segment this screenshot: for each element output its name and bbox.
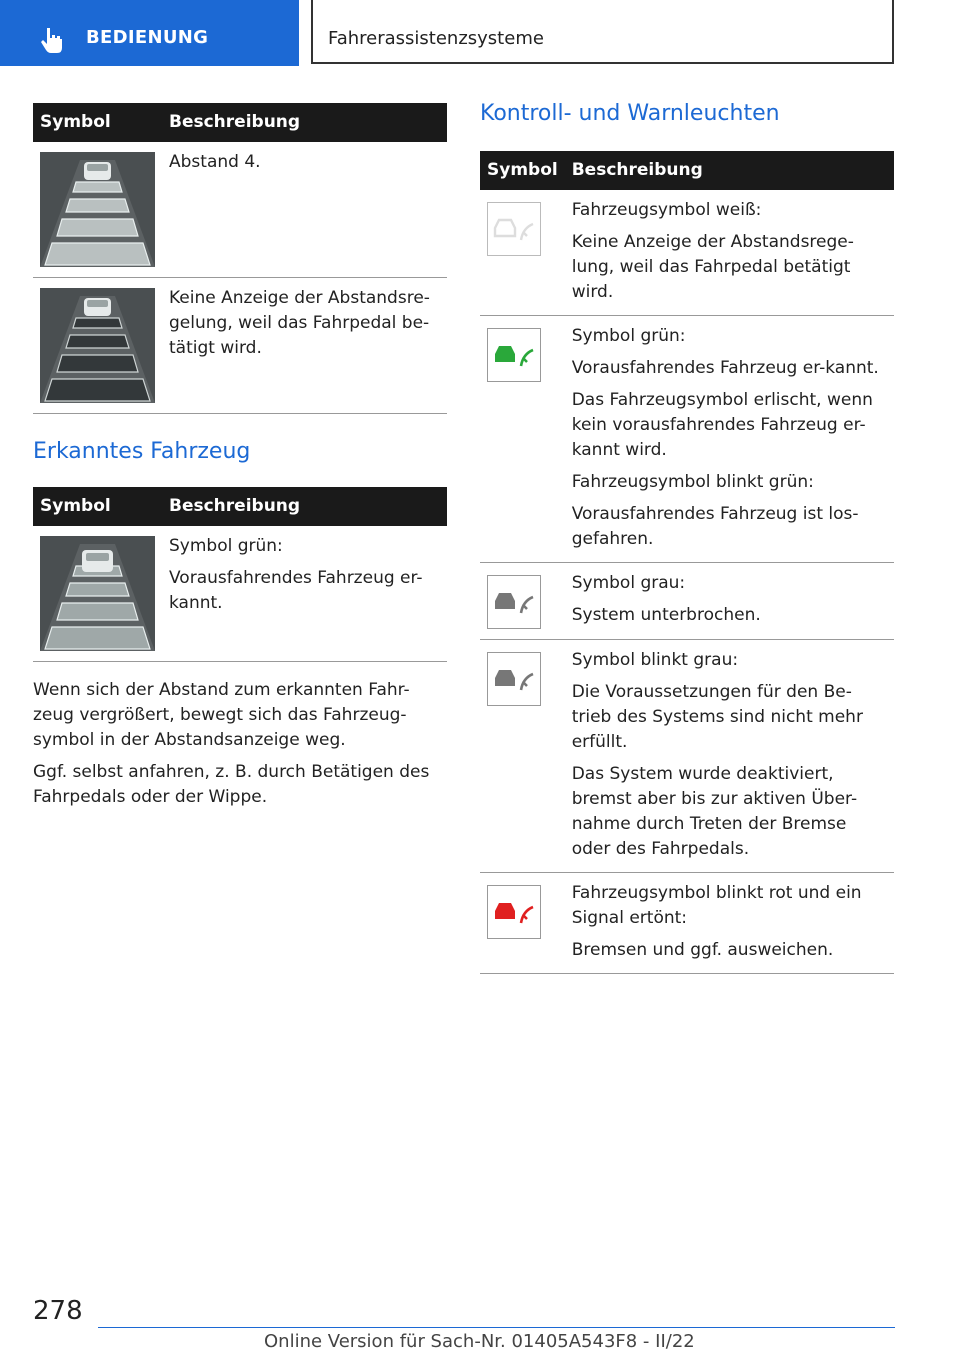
hand-pointer-icon [38,26,66,54]
description-text: Keine Anzeige der Abstandsre-gelung, weil das Fahrpedal be-tätigt wird. [169,288,430,358]
vehicle-warning-red-icon [487,885,541,939]
table-header-description: Beschreibung [565,151,894,190]
table-row [480,190,894,316]
detected-vehicle-table [33,487,447,662]
section-heading-warning-lights: Kontroll- und Warnleuchten [480,101,780,126]
table-header-symbol: Symbol [33,103,162,142]
description-text: Das System wurde deaktiviert, bremst aber bis zur aktiven Über-nahme durch Treten der Bremse oder des Fahrpedals. [571,764,858,859]
description-text: System unterbrochen. [571,605,761,625]
description-text: Das Fahrzeugsymbol erlischt, wenn kein vorausfahrendes Fahrzeug er-kannt wird. [571,390,873,460]
section-title: Fahrerassistenzsysteme [328,28,544,49]
table-row [480,873,894,974]
description-text: Keine Anzeige der Abstandsrege-lung, weil das Fahrpedal betätigt wird. [571,232,854,302]
section-heading-detected-vehicle: Erkanntes Fahrzeug [33,439,251,464]
table-header-symbol: Symbol [33,487,162,526]
description-text: Vorausfahrendes Fahrzeug ist los-gefahren. [571,504,859,549]
table-row [480,316,894,563]
chapter-tab[interactable] [0,0,299,66]
table-header-description: Beschreibung [162,487,447,526]
table-header-description: Beschreibung [162,103,447,142]
footer-divider [98,1327,895,1328]
description-text: Fahrzeugsymbol blinkt rot und ein Signal ertönt: [571,883,862,928]
description-text: Abstand 4. [169,152,261,172]
description-text: Vorausfahrendes Fahrzeug er-kannt. [571,358,879,378]
description-text: Fahrzeugsymbol blinkt grün: [571,472,814,492]
table-row [33,526,447,662]
body-paragraph: Wenn sich der Abstand zum erkannten Fahr-zeug vergrößert, bewegt sich das Fahrzeug-symbol in der Abstandsanzeige weg. [33,680,410,750]
table-header-symbol: Symbol [480,151,565,190]
vehicle-warning-grey-icon [487,575,541,629]
description-text: Die Voraussetzungen für den Be-trieb des Systems sind nicht mehr erfüllt. [571,682,863,752]
distance-symbol-table [33,103,447,414]
description-text: Fahrzeugsymbol weiß: [571,200,762,220]
table-row [480,563,894,640]
description-text: Vorausfahrendes Fahrzeug er-kannt. [169,568,423,613]
vehicle-warning-grey-blink-icon [487,652,541,706]
distance-no-display-icon [40,288,155,403]
right-column [480,95,894,974]
distance-4-display-icon [40,152,155,267]
page-number: 278 [33,1296,83,1326]
vehicle-warning-green-icon [487,328,541,382]
detected-vehicle-display-icon [40,536,155,651]
description-text: Symbol grün: [571,326,686,346]
chapter-title: BEDIENUNG [86,27,209,48]
vehicle-warning-white-icon [487,202,541,256]
left-column [33,103,447,817]
table-row [480,640,894,873]
footer-text: Online Version für Sach-Nr. 01405A543F8 - II/22 [264,1331,695,1352]
description-text: Bremsen und ggf. ausweichen. [571,940,834,960]
section-header [311,0,894,64]
description-text: Symbol grau: [571,573,686,593]
warning-lights-table [480,151,894,974]
description-text: Symbol blinkt grau: [571,650,739,670]
description-text: Symbol grün: [169,536,283,556]
table-row [33,278,447,414]
table-row [33,142,447,278]
body-paragraph: Ggf. selbst anfahren, z. B. durch Betätigen des Fahrpedals oder der Wippe. [33,762,430,807]
